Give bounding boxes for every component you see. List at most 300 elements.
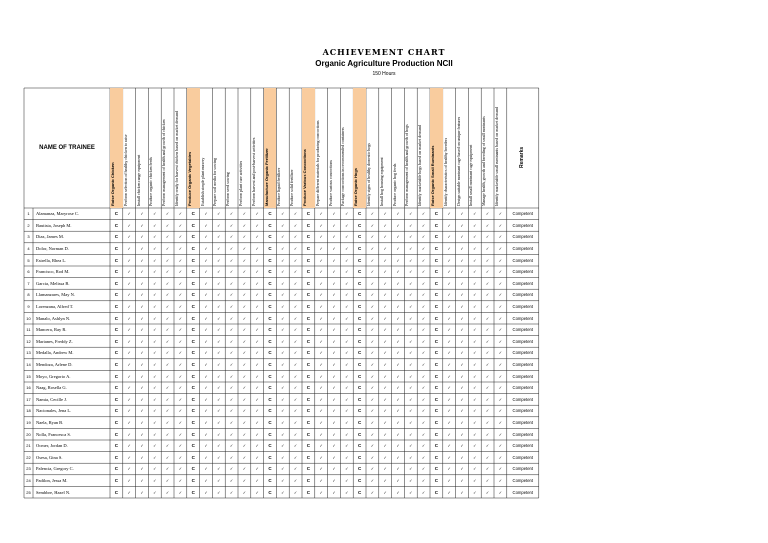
check-mark: ✓ <box>178 246 183 252</box>
check-mark: ✓ <box>396 246 400 252</box>
remarks-cell: Competent <box>512 280 534 286</box>
check-mark: ✓ <box>217 280 221 286</box>
competency-column-header: Produce solid fertilizer <box>289 169 295 206</box>
group-competent-mark: C <box>357 385 362 391</box>
trainee-name: Marianes, Freddy Z. <box>36 338 73 344</box>
check-mark: ✓ <box>447 315 451 321</box>
check-mark: ✓ <box>255 269 259 275</box>
check-mark: ✓ <box>140 327 144 333</box>
row-number: 1 <box>27 211 30 217</box>
check-mark: ✓ <box>498 292 503 298</box>
check-mark: ✓ <box>447 338 451 344</box>
check-mark: ✓ <box>153 304 157 310</box>
check-mark: ✓ <box>485 396 490 402</box>
check-mark: ✓ <box>460 350 464 356</box>
check-mark: ✓ <box>421 257 426 263</box>
group-competent-mark: C <box>306 315 311 321</box>
group-competent-mark: C <box>191 489 195 495</box>
check-mark: ✓ <box>204 234 208 240</box>
group-competent-mark: C <box>268 350 272 356</box>
remarks-cell: Competent <box>512 292 534 298</box>
group-competent-mark: C <box>434 373 439 379</box>
row-number: 20 <box>26 431 31 437</box>
name-column-header: NAME OF TRAINEE <box>39 145 95 151</box>
check-mark: ✓ <box>153 280 157 286</box>
check-mark: ✓ <box>178 234 183 240</box>
check-mark: ✓ <box>242 234 247 240</box>
check-mark: ✓ <box>153 408 157 414</box>
check-mark: ✓ <box>127 269 131 275</box>
check-mark: ✓ <box>281 443 285 449</box>
group-competent-mark: C <box>306 408 311 414</box>
group-competent-mark: C <box>357 292 362 298</box>
check-mark: ✓ <box>255 362 259 368</box>
competency-column-header: Perform management of health and growth of chicken <box>161 119 167 206</box>
check-mark: ✓ <box>396 222 400 228</box>
check-mark: ✓ <box>498 396 503 402</box>
check-mark: ✓ <box>370 478 375 484</box>
check-mark: ✓ <box>498 420 503 426</box>
check-mark: ✓ <box>281 327 285 333</box>
trainee-name: Palencia, Gregory C. <box>36 466 74 472</box>
check-mark: ✓ <box>178 478 183 484</box>
check-mark: ✓ <box>473 385 477 391</box>
group-competent-mark: C <box>357 478 362 484</box>
check-mark: ✓ <box>255 396 259 402</box>
check-mark: ✓ <box>127 280 131 286</box>
check-mark: ✓ <box>319 373 323 379</box>
check-mark: ✓ <box>165 280 170 286</box>
check-mark: ✓ <box>204 431 208 437</box>
check-mark: ✓ <box>396 466 400 472</box>
check-mark: ✓ <box>498 489 503 495</box>
remarks-cell: Competent <box>512 373 534 379</box>
group-competent-mark: C <box>357 211 362 217</box>
group-competent-mark: C <box>114 350 119 356</box>
check-mark: ✓ <box>127 362 131 368</box>
group-competent-mark: C <box>434 327 439 333</box>
check-mark: ✓ <box>460 420 464 426</box>
check-mark: ✓ <box>370 350 375 356</box>
group-competent-mark: C <box>191 246 195 252</box>
check-mark: ✓ <box>332 315 336 321</box>
check-mark: ✓ <box>473 478 477 484</box>
check-mark: ✓ <box>153 211 157 217</box>
check-mark: ✓ <box>498 362 503 368</box>
check-mark: ✓ <box>383 385 387 391</box>
check-mark: ✓ <box>473 327 477 333</box>
check-mark: ✓ <box>153 431 157 437</box>
row-number: 22 <box>26 454 31 460</box>
check-mark: ✓ <box>370 408 375 414</box>
check-mark: ✓ <box>178 257 183 263</box>
check-mark: ✓ <box>332 222 336 228</box>
group-competent-mark: C <box>114 385 119 391</box>
trainee-name: Nolla, Francesca S. <box>36 431 71 437</box>
group-competent-mark: C <box>114 396 119 402</box>
group-competent-mark: C <box>434 420 439 426</box>
check-mark: ✓ <box>345 222 349 228</box>
check-mark: ✓ <box>396 211 400 217</box>
check-mark: ✓ <box>485 234 490 240</box>
check-mark: ✓ <box>242 257 247 263</box>
trainee-name: Diaz, James M. <box>36 234 64 240</box>
check-mark: ✓ <box>345 292 349 298</box>
check-mark: ✓ <box>229 246 234 252</box>
check-mark: ✓ <box>319 431 323 437</box>
check-mark: ✓ <box>421 234 426 240</box>
group-competent-mark: C <box>268 443 272 449</box>
check-mark: ✓ <box>281 362 285 368</box>
check-mark: ✓ <box>485 315 490 321</box>
check-mark: ✓ <box>204 222 208 228</box>
group-competent-mark: C <box>114 454 119 460</box>
check-mark: ✓ <box>383 454 387 460</box>
group-competent-mark: C <box>268 478 272 484</box>
check-mark: ✓ <box>409 315 413 321</box>
trainee-name: Osesa, Gina S. <box>36 454 63 460</box>
course-hours: 150 Hours <box>372 71 396 77</box>
check-mark: ✓ <box>485 466 490 472</box>
group-competent-mark: C <box>434 466 439 472</box>
check-mark: ✓ <box>293 304 298 310</box>
check-mark: ✓ <box>473 420 477 426</box>
check-mark: ✓ <box>421 396 426 402</box>
check-mark: ✓ <box>498 431 503 437</box>
check-mark: ✓ <box>153 315 157 321</box>
group-competent-mark: C <box>306 304 311 310</box>
check-mark: ✓ <box>460 315 464 321</box>
group-competent-mark: C <box>306 466 311 472</box>
check-mark: ✓ <box>447 443 451 449</box>
check-mark: ✓ <box>127 350 131 356</box>
check-mark: ✓ <box>383 292 387 298</box>
check-mark: ✓ <box>319 222 323 228</box>
check-mark: ✓ <box>281 373 285 379</box>
group-competent-mark: C <box>306 431 311 437</box>
remarks-cell: Competent <box>512 396 534 402</box>
group-competent-mark: C <box>114 338 119 344</box>
group-competent-mark: C <box>357 373 362 379</box>
check-mark: ✓ <box>383 431 387 437</box>
check-mark: ✓ <box>217 385 221 391</box>
check-mark: ✓ <box>178 211 183 217</box>
check-mark: ✓ <box>345 280 349 286</box>
group-competent-mark: C <box>268 292 272 298</box>
check-mark: ✓ <box>383 222 387 228</box>
check-mark: ✓ <box>204 246 208 252</box>
competency-column-header: Identify characteristics of healthy breeders <box>442 137 448 206</box>
check-mark: ✓ <box>370 362 375 368</box>
check-mark: ✓ <box>281 396 285 402</box>
check-mark: ✓ <box>421 350 426 356</box>
check-mark: ✓ <box>217 269 221 275</box>
trainee-name: Naela, Ryan B. <box>36 420 64 426</box>
check-mark: ✓ <box>409 269 413 275</box>
check-mark: ✓ <box>229 466 234 472</box>
check-mark: ✓ <box>229 431 234 437</box>
check-mark: ✓ <box>498 408 503 414</box>
check-mark: ✓ <box>319 362 323 368</box>
group-competent-mark: C <box>114 222 119 228</box>
check-mark: ✓ <box>332 304 336 310</box>
check-mark: ✓ <box>447 454 451 460</box>
check-mark: ✓ <box>370 304 375 310</box>
check-mark: ✓ <box>473 362 477 368</box>
check-mark: ✓ <box>165 454 170 460</box>
check-mark: ✓ <box>409 478 413 484</box>
check-mark: ✓ <box>140 454 144 460</box>
check-mark: ✓ <box>485 373 490 379</box>
group-competent-mark: C <box>434 304 439 310</box>
group-competent-mark: C <box>191 327 195 333</box>
check-mark: ✓ <box>485 246 490 252</box>
check-mark: ✓ <box>345 257 349 263</box>
check-mark: ✓ <box>255 234 259 240</box>
check-mark: ✓ <box>421 222 426 228</box>
check-mark: ✓ <box>473 443 477 449</box>
competency-column-header: Design suitable ruminant cage based on unique features <box>455 116 461 206</box>
check-mark: ✓ <box>447 222 451 228</box>
group-competent-mark: C <box>434 234 439 240</box>
check-mark: ✓ <box>293 234 298 240</box>
check-mark: ✓ <box>178 489 183 495</box>
check-mark: ✓ <box>140 478 144 484</box>
check-mark: ✓ <box>255 338 259 344</box>
check-mark: ✓ <box>421 362 426 368</box>
check-mark: ✓ <box>370 338 375 344</box>
check-mark: ✓ <box>178 350 183 356</box>
check-mark: ✓ <box>153 443 157 449</box>
remarks-cell: Competent <box>512 338 534 344</box>
check-mark: ✓ <box>255 327 259 333</box>
check-mark: ✓ <box>396 292 400 298</box>
row-number: 7 <box>27 280 30 286</box>
check-mark: ✓ <box>383 211 387 217</box>
group-competent-mark: C <box>357 315 362 321</box>
row-number: 21 <box>26 443 31 449</box>
check-mark: ✓ <box>255 211 259 217</box>
group-competent-mark: C <box>114 362 119 368</box>
check-mark: ✓ <box>217 304 221 310</box>
check-mark: ✓ <box>127 420 131 426</box>
check-mark: ✓ <box>383 269 387 275</box>
check-mark: ✓ <box>473 396 477 402</box>
group-competent-mark: C <box>191 234 195 240</box>
check-mark: ✓ <box>229 362 234 368</box>
check-mark: ✓ <box>319 304 323 310</box>
check-mark: ✓ <box>396 420 400 426</box>
check-mark: ✓ <box>332 211 336 217</box>
check-mark: ✓ <box>447 304 451 310</box>
check-mark: ✓ <box>460 408 464 414</box>
group-competent-mark: C <box>191 385 195 391</box>
trainee-name: Garcia, Melissa B. <box>36 280 70 286</box>
trainee-name: Alamanza, Maryrose C. <box>36 211 79 217</box>
check-mark: ✓ <box>447 292 451 298</box>
check-mark: ✓ <box>165 466 170 472</box>
check-mark: ✓ <box>370 454 375 460</box>
trainee-name: Lorenzana, Alfred T. <box>36 304 74 310</box>
check-mark: ✓ <box>409 280 413 286</box>
check-mark: ✓ <box>370 280 375 286</box>
check-mark: ✓ <box>447 327 451 333</box>
check-mark: ✓ <box>460 292 464 298</box>
row-number: 25 <box>26 489 31 495</box>
check-mark: ✓ <box>370 257 375 263</box>
check-mark: ✓ <box>370 269 375 275</box>
check-mark: ✓ <box>485 385 490 391</box>
competency-group-header: Produce Various Concoctions <box>302 88 315 208</box>
competency-column-header: Perform management of health and growth of hogs <box>404 124 410 206</box>
check-mark: ✓ <box>370 292 375 298</box>
check-mark: ✓ <box>229 420 234 426</box>
check-mark: ✓ <box>229 222 234 228</box>
check-mark: ✓ <box>229 385 234 391</box>
check-mark: ✓ <box>281 350 285 356</box>
check-mark: ✓ <box>217 420 221 426</box>
check-mark: ✓ <box>383 420 387 426</box>
check-mark: ✓ <box>217 327 221 333</box>
check-mark: ✓ <box>370 489 375 495</box>
check-mark: ✓ <box>473 454 477 460</box>
group-competent-mark: C <box>434 292 439 298</box>
group-competent-mark: C <box>434 257 439 263</box>
group-competent-mark: C <box>434 443 439 449</box>
group-competent-mark: C <box>306 454 311 460</box>
check-mark: ✓ <box>293 350 298 356</box>
group-competent-mark: C <box>191 315 195 321</box>
check-mark: ✓ <box>460 443 464 449</box>
check-mark: ✓ <box>178 304 183 310</box>
check-mark: ✓ <box>332 338 336 344</box>
check-mark: ✓ <box>165 304 170 310</box>
check-mark: ✓ <box>242 211 247 217</box>
check-mark: ✓ <box>229 478 234 484</box>
check-mark: ✓ <box>229 408 234 414</box>
check-mark: ✓ <box>498 234 503 240</box>
group-competent-mark: C <box>434 431 439 437</box>
check-mark: ✓ <box>409 396 413 402</box>
group-competent-mark: C <box>306 385 311 391</box>
group-competent-mark: C <box>306 211 311 217</box>
group-competent-mark: C <box>357 396 362 402</box>
check-mark: ✓ <box>485 362 490 368</box>
group-competent-mark: C <box>268 315 272 321</box>
row-number: 9 <box>27 304 30 310</box>
check-mark: ✓ <box>242 315 247 321</box>
check-mark: ✓ <box>255 373 259 379</box>
check-mark: ✓ <box>281 489 285 495</box>
group-competent-mark: C <box>114 373 119 379</box>
check-mark: ✓ <box>281 269 285 275</box>
check-mark: ✓ <box>345 408 349 414</box>
group-competent-mark: C <box>434 385 439 391</box>
check-mark: ✓ <box>421 280 426 286</box>
check-mark: ✓ <box>409 234 413 240</box>
row-number: 4 <box>27 246 30 252</box>
check-mark: ✓ <box>396 385 400 391</box>
group-competent-mark: C <box>268 327 272 333</box>
remarks-cell: Competent <box>512 246 534 252</box>
check-mark: ✓ <box>319 385 323 391</box>
competency-group-header: Raise Organic Chicken <box>110 88 123 208</box>
check-mark: ✓ <box>229 327 234 333</box>
check-mark: ✓ <box>140 338 144 344</box>
row-number: 5 <box>27 257 30 263</box>
check-mark: ✓ <box>165 327 170 333</box>
check-mark: ✓ <box>165 211 170 217</box>
check-mark: ✓ <box>370 431 375 437</box>
check-mark: ✓ <box>127 408 131 414</box>
check-mark: ✓ <box>460 373 464 379</box>
remarks-cell: Competent <box>512 443 534 449</box>
competency-column-header: Identify marketable small ruminants based on market demand <box>494 107 499 206</box>
check-mark: ✓ <box>485 222 490 228</box>
trainee-name: Manalo, Ashlyn N. <box>36 315 71 321</box>
check-mark: ✓ <box>242 396 247 402</box>
check-mark: ✓ <box>421 478 426 484</box>
check-mark: ✓ <box>204 269 208 275</box>
check-mark: ✓ <box>409 304 413 310</box>
check-mark: ✓ <box>293 315 298 321</box>
check-mark: ✓ <box>447 211 451 217</box>
remarks-cell: Competent <box>512 315 534 321</box>
check-mark: ✓ <box>178 338 183 344</box>
remarks-cell: Competent <box>512 454 534 460</box>
check-mark: ✓ <box>217 454 221 460</box>
check-mark: ✓ <box>396 350 400 356</box>
check-mark: ✓ <box>229 454 234 460</box>
check-mark: ✓ <box>447 234 451 240</box>
group-competent-mark: C <box>306 292 311 298</box>
check-mark: ✓ <box>396 489 400 495</box>
check-mark: ✓ <box>332 327 336 333</box>
check-mark: ✓ <box>421 373 426 379</box>
check-mark: ✓ <box>319 396 323 402</box>
group-competent-mark: C <box>191 338 195 344</box>
check-mark: ✓ <box>153 478 157 484</box>
check-mark: ✓ <box>345 373 349 379</box>
check-mark: ✓ <box>165 315 170 321</box>
group-competent-mark: C <box>434 408 439 414</box>
check-mark: ✓ <box>242 292 247 298</box>
check-mark: ✓ <box>165 443 170 449</box>
check-mark: ✓ <box>383 280 387 286</box>
group-competent-mark: C <box>114 269 119 275</box>
group-competent-mark: C <box>114 489 119 495</box>
check-mark: ✓ <box>319 234 323 240</box>
check-mark: ✓ <box>242 222 247 228</box>
check-mark: ✓ <box>460 304 464 310</box>
check-mark: ✓ <box>485 350 490 356</box>
check-mark: ✓ <box>153 362 157 368</box>
group-competent-mark: C <box>357 443 362 449</box>
check-mark: ✓ <box>140 489 144 495</box>
check-mark: ✓ <box>421 385 426 391</box>
group-competent-mark: C <box>114 408 119 414</box>
check-mark: ✓ <box>178 454 183 460</box>
check-mark: ✓ <box>255 292 259 298</box>
check-mark: ✓ <box>319 466 323 472</box>
check-mark: ✓ <box>345 304 349 310</box>
check-mark: ✓ <box>498 466 503 472</box>
check-mark: ✓ <box>178 222 183 228</box>
check-mark: ✓ <box>345 327 349 333</box>
check-mark: ✓ <box>473 315 477 321</box>
competency-column-header: Produce organic hog feeds <box>391 163 397 206</box>
check-mark: ✓ <box>473 246 477 252</box>
